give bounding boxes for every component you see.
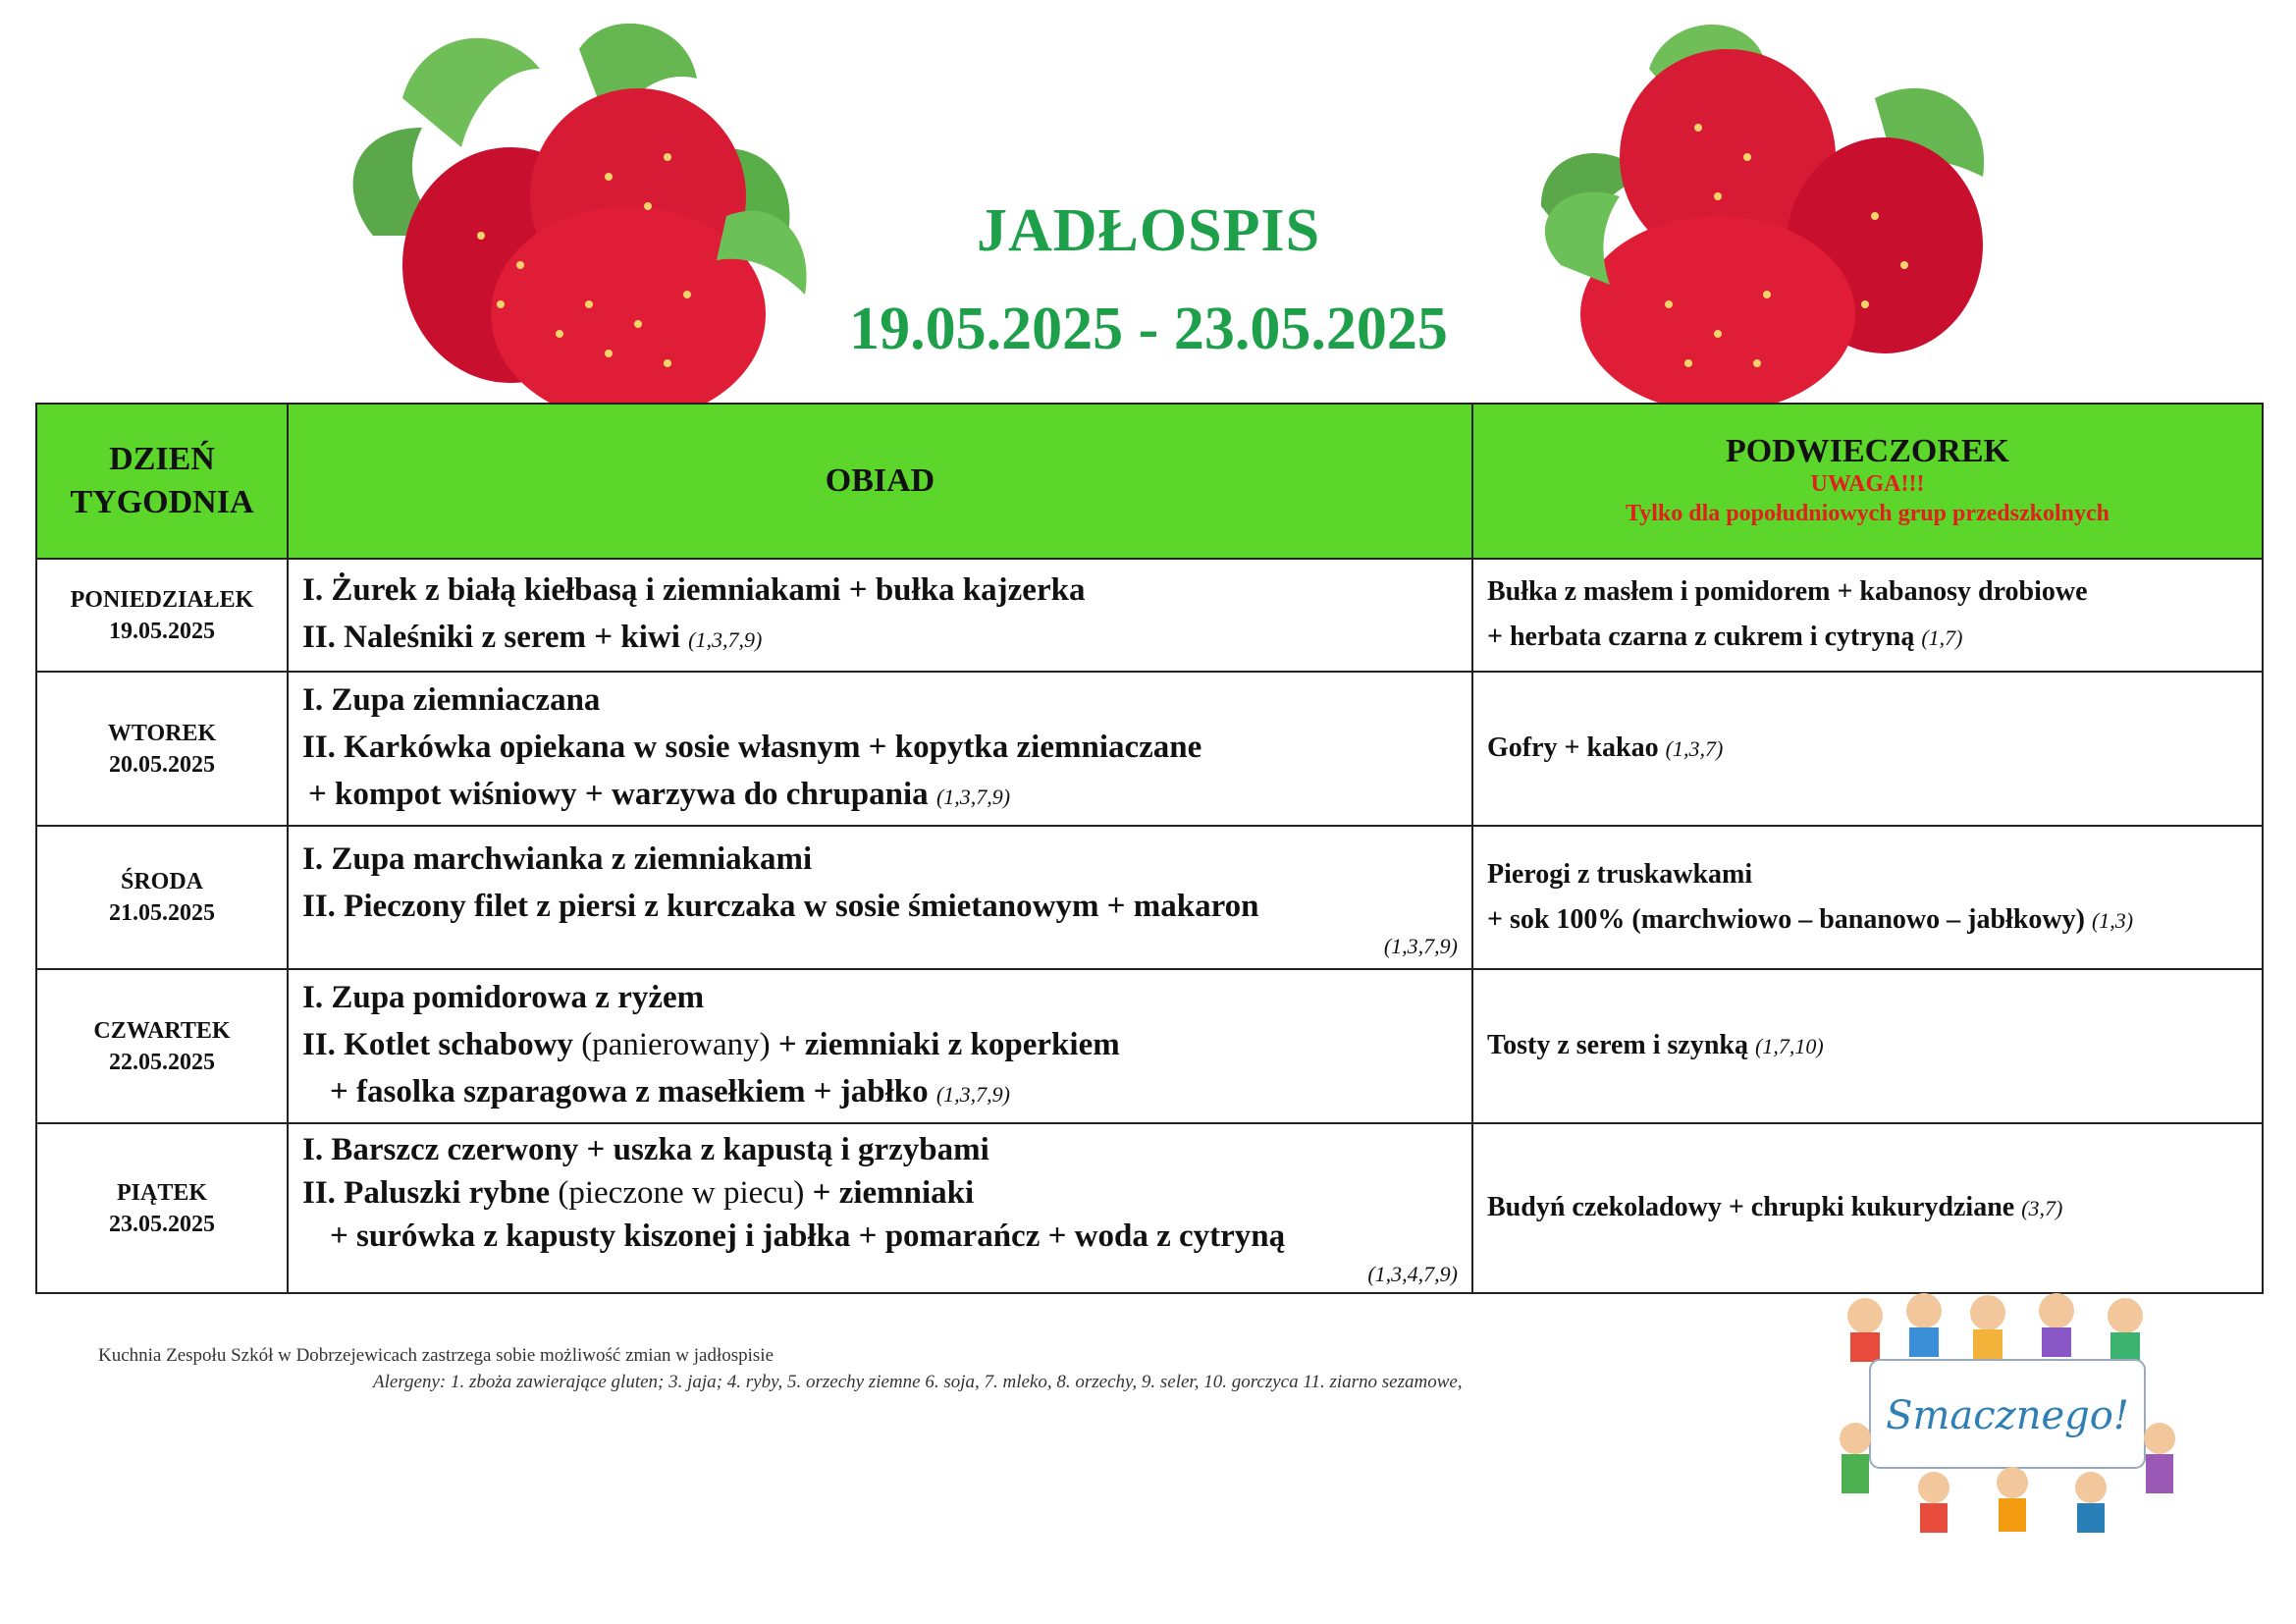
allergen-codes: (1,7)	[1921, 625, 1963, 650]
allergen-codes: (1,3,7,9)	[1383, 933, 1458, 958]
day-date: 20.05.2025	[109, 751, 215, 778]
allergen-codes: (1,3,7,9)	[935, 1082, 1011, 1107]
snack-line: Gofry + kakao (1,3,7)	[1487, 732, 1724, 763]
table-row	[36, 672, 2263, 826]
day-name: PIĄTEK	[116, 1179, 207, 1206]
day-name: ŚRODA	[120, 869, 203, 894]
snack-line: Bułka z masłem i pomidorem + kabanosy drobiowe	[1487, 576, 2088, 607]
smacznego-text: Smacznego!	[1886, 1393, 2129, 1438]
snack-line: Tosty z serem i szynką (1,7,10)	[1487, 1030, 1824, 1060]
dish-line: + surówka z kapusty kiszonej i jabłka + pomarańcz + woda z cytryną	[330, 1218, 1286, 1254]
dish-line: II. Karkówka opiekana w sosie własnym + kopytka ziemniaczane	[302, 730, 1202, 765]
date-range: 19.05.2025 - 23.05.2025	[849, 296, 1448, 362]
dish-line: II. Pieczony filet z piersi z kurczaka w sosie śmietanowym + makaron	[302, 888, 1259, 924]
warning-label: UWAGA!!!	[1810, 471, 1925, 497]
dish-line: I. Zupa pomidorowa z ryżem	[302, 980, 705, 1015]
allergen-codes: (1,3,4,7,9)	[1367, 1262, 1458, 1286]
day-cell	[36, 1123, 288, 1293]
obiad-cell	[288, 1123, 1472, 1293]
kids-illustration-icon	[1847, 1293, 2143, 1362]
table-row	[36, 1123, 2263, 1293]
dish-line: + fasolka szparagowa z masełkiem + jabłko (1,3,7,9)	[330, 1074, 1011, 1110]
warning-note: Tylko dla popołudniowych grup przedszkolnych	[1625, 501, 2110, 526]
smacznego-badge	[1826, 1291, 2189, 1537]
dish-line: II. Paluszki rybne (pieczone w piecu) + ziemniaki	[302, 1175, 975, 1211]
strawberry-icon	[1580, 216, 1855, 412]
table-header-row	[36, 404, 2263, 559]
allergen-codes: (3,7)	[2021, 1196, 2063, 1220]
column-header-day: DZIEŃ TYGODNIA	[36, 404, 288, 559]
day-cell	[36, 559, 288, 672]
day-date: 22.05.2025	[109, 1049, 215, 1075]
day-cell	[36, 672, 288, 826]
column-header-obiad: OBIAD	[288, 404, 1472, 559]
dish-line: + kompot wiśniowy + warzywa do chrupania (1,3,7,9)	[308, 777, 1011, 812]
menu-table	[35, 403, 2264, 1294]
day-name: PONIEDZIAŁEK	[70, 586, 254, 613]
dish-line: I. Zupa ziemniaczana	[302, 682, 601, 718]
dish-line: I. Barszcz czerwony + uszka z kapustą i grzybami	[302, 1132, 989, 1167]
snack-line: Budyń czekoladowy + chrupki kukurydziane (3,7)	[1487, 1192, 2063, 1222]
table-row	[36, 826, 2263, 969]
allergen-codes: (1,3)	[2091, 907, 2134, 933]
day-name: CZWARTEK	[93, 1017, 231, 1044]
strawberries-image-left	[314, 10, 825, 412]
table-row	[36, 969, 2263, 1123]
allergen-codes: (1,3,7,9)	[688, 627, 763, 652]
page-title: JADŁOSPIS	[976, 197, 1321, 264]
footer-note: Kuchnia Zespołu Szkół w Dobrzejewicach zastrzega sobie możliwość zmian w jadłospisie	[98, 1345, 774, 1366]
day-date: 23.05.2025	[109, 1211, 215, 1237]
snack-line: Pierogi z truskawkami	[1487, 858, 1753, 890]
podwieczorek-cell	[1472, 826, 2263, 969]
dish-line	[302, 1258, 1458, 1288]
podwieczorek-cell	[1472, 1123, 2263, 1293]
obiad-cell	[288, 969, 1472, 1123]
day-cell	[36, 826, 288, 969]
obiad-cell	[288, 559, 1472, 672]
snack-line: + herbata czarna z cukrem i cytryną (1,7)	[1487, 622, 1963, 652]
podwieczorek-cell	[1472, 672, 2263, 826]
dish-line	[302, 930, 1458, 960]
dish-line: II. Naleśniki z serem + kiwi (1,3,7,9)	[302, 620, 763, 655]
podwieczorek-cell	[1472, 559, 2263, 672]
allergen-codes: (1,7,10)	[1755, 1034, 1824, 1058]
day-name: WTOREK	[107, 720, 217, 746]
column-header-podwieczorek: PODWIECZOREK UWAGA!!! Tylko dla popołudniowych grup przedszkolnych	[1472, 404, 2263, 559]
podwieczorek-cell	[1472, 969, 2263, 1123]
dish-line: I. Żurek z białą kiełbasą i ziemniakami + bułka kajzerka	[302, 572, 1086, 608]
day-cell	[36, 969, 288, 1123]
snack-line: + sok 100% (marchwiowo – bananowo – jabłkowy) (1,3)	[1487, 903, 2134, 935]
allergen-codes: (1,3,7)	[1665, 736, 1724, 761]
dish-line: I. Zupa marchwianka z ziemniakami	[302, 840, 813, 877]
day-date: 21.05.2025	[109, 900, 215, 926]
strawberries-image-right	[1502, 10, 2012, 412]
dish-line: II. Kotlet schabowy (panierowany) + ziemniaki z koperkiem	[302, 1027, 1120, 1062]
day-date: 19.05.2025	[109, 618, 215, 644]
table-row	[36, 559, 2263, 672]
obiad-cell	[288, 826, 1472, 969]
allergen-codes: (1,3,7,9)	[935, 785, 1011, 809]
allergen-legend: Alergeny: 1. zboża zawierające gluten; 3. jaja; 4. ryby, 5. orzechy ziemne 6. soja, 7. mleko, 8. orzechy, 9. seler, 10. gorczyca 11. ziarno sezamowe,	[373, 1372, 1463, 1392]
obiad-cell	[288, 672, 1472, 826]
